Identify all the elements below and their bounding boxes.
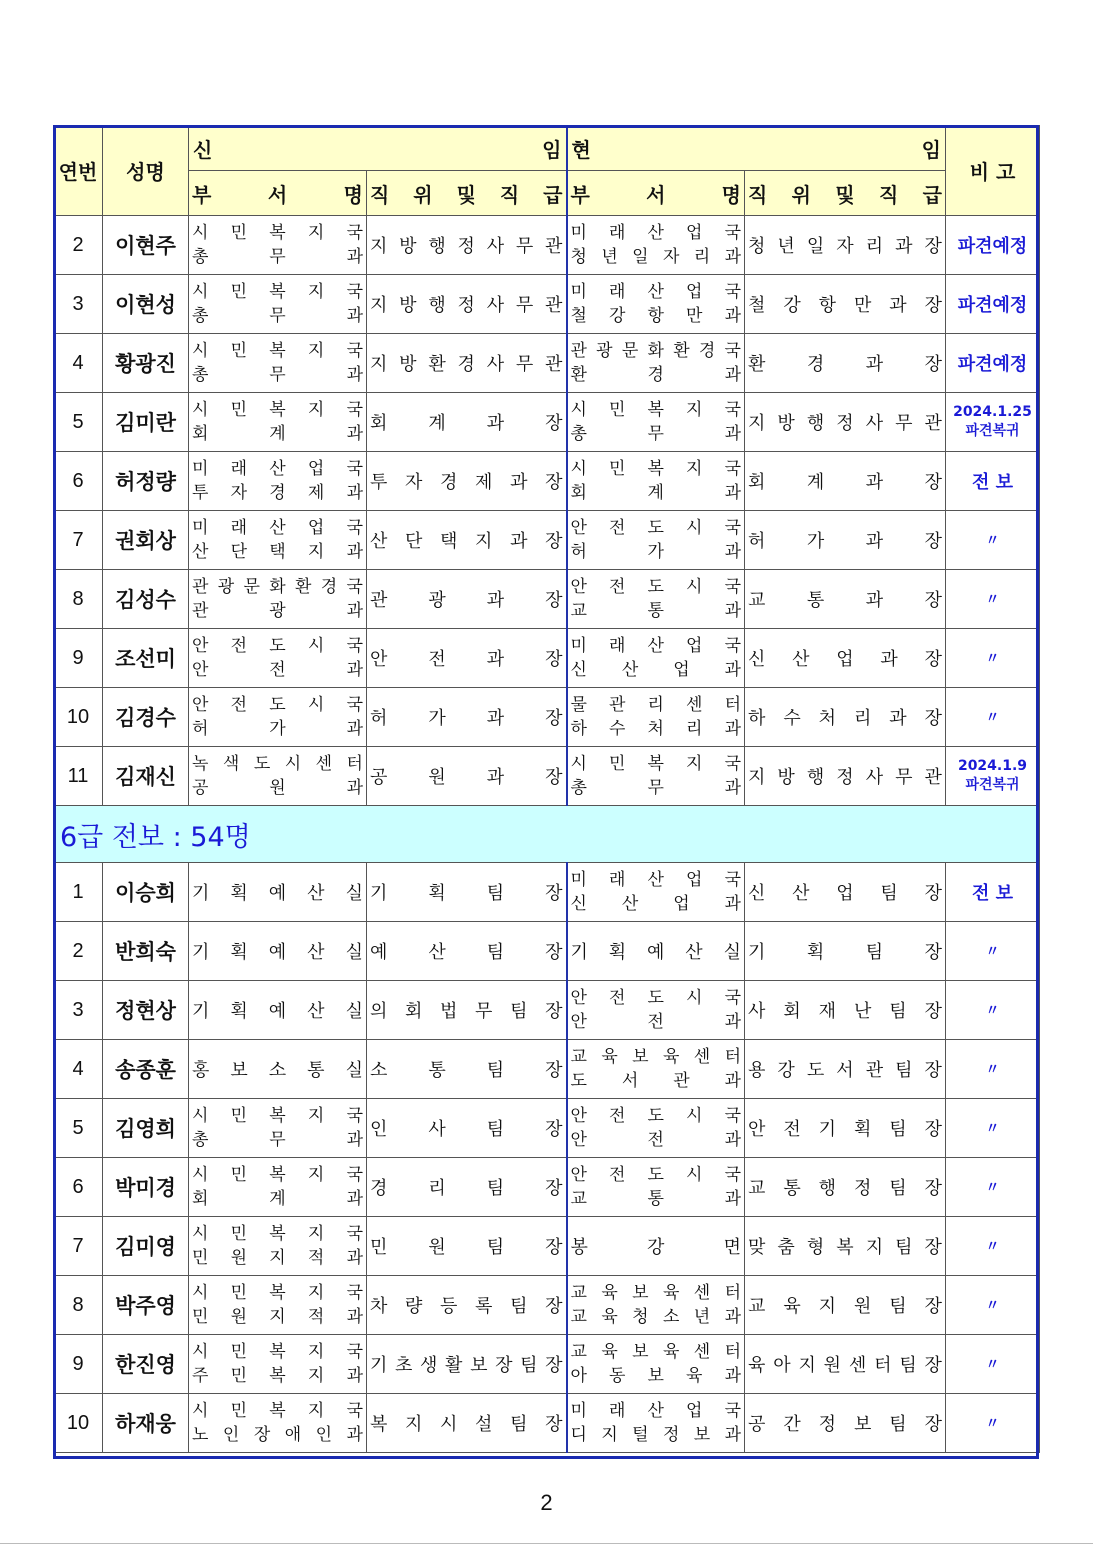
person-name: 김미란 <box>103 393 189 452</box>
remark-cell: 〃 <box>946 688 1040 747</box>
dept-cell: 봉 강 면 <box>567 1217 745 1276</box>
position-cell: 신 산 업 팀 장 <box>745 863 946 922</box>
remark-cell: 〃 <box>946 1394 1040 1453</box>
person-name: 이현주 <box>103 216 189 275</box>
row-number: 4 <box>54 334 103 393</box>
dept-cell: 안 전 도 시 국 허 가 과 <box>567 511 745 570</box>
position-cell: 교 통 과 장 <box>745 570 946 629</box>
remark-cell: 파견예정 <box>946 275 1040 334</box>
dept-cell: 시 민 복 지 국 총 무 과 <box>189 1099 367 1158</box>
header-new-dept: 부 서 명 <box>189 171 367 216</box>
remark-cell: 파견예정 <box>946 334 1040 393</box>
remark-cell: 2024.1.25 파견복귀 <box>946 393 1040 452</box>
position-cell: 안 전 과 장 <box>367 629 567 688</box>
header-new-left: 신 <box>193 137 213 162</box>
section-header-row <box>54 806 1040 863</box>
header-cur-pos: 직 위 및 직 급 <box>745 171 946 216</box>
position-cell: 환 경 과 장 <box>745 334 946 393</box>
position-cell: 지 방 행 정 사 무 관 <box>745 393 946 452</box>
header-new-right: 임 <box>542 137 562 162</box>
table-row <box>54 629 1040 688</box>
row-number: 7 <box>54 511 103 570</box>
position-cell: 소 통 팀 장 <box>367 1040 567 1099</box>
position-cell: 기 획 팀 장 <box>367 863 567 922</box>
header-cur-dept: 부 서 명 <box>567 171 745 216</box>
row-number: 5 <box>54 393 103 452</box>
position-cell: 관 광 과 장 <box>367 570 567 629</box>
position-cell: 인 사 팀 장 <box>367 1099 567 1158</box>
dept-cell: 시 민 복 지 국 민 원 지 적 과 <box>189 1217 367 1276</box>
person-name: 김영희 <box>103 1099 189 1158</box>
row-number: 5 <box>54 1099 103 1158</box>
dept-cell: 안 전 도 시 국 안 전 과 <box>567 981 745 1040</box>
row-number: 2 <box>54 922 103 981</box>
row-number: 9 <box>54 629 103 688</box>
position-cell: 의 회 법 무 팀 장 <box>367 981 567 1040</box>
table-row <box>54 275 1040 334</box>
dept-cell: 시 민 복 지 국 회 계 과 <box>189 1158 367 1217</box>
position-cell: 지 방 행 정 사 무 관 <box>745 747 946 806</box>
table-row <box>54 216 1040 275</box>
position-cell: 예 산 팀 장 <box>367 922 567 981</box>
remark-cell: 2024.1.9 파견복귀 <box>946 747 1040 806</box>
table-row <box>54 334 1040 393</box>
dept-cell: 시 민 복 지 국 회 계 과 <box>189 393 367 452</box>
person-name: 한진영 <box>103 1335 189 1394</box>
row-number: 6 <box>54 452 103 511</box>
position-cell: 사 회 재 난 팀 장 <box>745 981 946 1040</box>
dept-cell: 관 광 문 화 환 경 국 환 경 과 <box>567 334 745 393</box>
position-cell: 하 수 처 리 과 장 <box>745 688 946 747</box>
dept-cell: 미 래 산 업 국 신 산 업 과 <box>567 863 745 922</box>
person-name: 하재웅 <box>103 1394 189 1453</box>
row-number: 2 <box>54 216 103 275</box>
table-row <box>54 922 1040 981</box>
dept-cell: 시 민 복 지 국 총 무 과 <box>189 334 367 393</box>
dept-cell: 미 래 산 업 국 신 산 업 과 <box>567 629 745 688</box>
row-number: 3 <box>54 275 103 334</box>
person-name: 반희숙 <box>103 922 189 981</box>
remark-cell: 〃 <box>946 922 1040 981</box>
position-cell: 기 초 생 활 보 장 팀 장 <box>367 1335 567 1394</box>
table-row <box>54 570 1040 629</box>
person-name: 박미경 <box>103 1158 189 1217</box>
header-note: 비 고 <box>946 126 1040 216</box>
table-row <box>54 1394 1040 1453</box>
position-cell: 용 강 도 서 관 팀 장 <box>745 1040 946 1099</box>
dept-cell: 기 획 예 산 실 <box>189 863 367 922</box>
table-row <box>54 863 1040 922</box>
remark-cell: 〃 <box>946 1040 1040 1099</box>
position-cell: 공 간 정 보 팀 장 <box>745 1394 946 1453</box>
person-name: 권회상 <box>103 511 189 570</box>
position-cell: 신 산 업 과 장 <box>745 629 946 688</box>
dept-cell: 홍 보 소 통 실 <box>189 1040 367 1099</box>
page-number: 2 <box>540 1490 553 1515</box>
header-name: 성명 <box>103 126 189 216</box>
position-cell: 교 통 행 정 팀 장 <box>745 1158 946 1217</box>
dept-cell: 시 민 복 지 국 회 계 과 <box>567 452 745 511</box>
person-name: 박주영 <box>103 1276 189 1335</box>
remark-cell: 파견예정 <box>946 216 1040 275</box>
position-cell: 맞 춤 형 복 지 팀 장 <box>745 1217 946 1276</box>
row-number: 1 <box>54 863 103 922</box>
row-number: 10 <box>54 688 103 747</box>
section-title <box>54 806 1040 863</box>
person-name: 허정량 <box>103 452 189 511</box>
row-number: 10 <box>54 1394 103 1453</box>
person-name: 김미영 <box>103 1217 189 1276</box>
person-name: 김재신 <box>103 747 189 806</box>
dept-cell: 시 민 복 지 국 총 무 과 <box>189 216 367 275</box>
person-name: 이현성 <box>103 275 189 334</box>
header-new-pos: 직 위 및 직 급 <box>367 171 567 216</box>
position-cell: 투 자 경 제 과 장 <box>367 452 567 511</box>
table-row <box>54 1158 1040 1217</box>
position-cell: 육 아 지 원 센 터 팀 장 <box>745 1335 946 1394</box>
row-number: 9 <box>54 1335 103 1394</box>
position-cell: 회 계 과 장 <box>367 393 567 452</box>
remark-cell: 〃 <box>946 570 1040 629</box>
dept-cell: 시 민 복 지 국 노 인 장 애 인 과 <box>189 1394 367 1453</box>
position-cell: 차 량 등 록 팀 장 <box>367 1276 567 1335</box>
table-row <box>54 747 1040 806</box>
remark-cell: 〃 <box>946 981 1040 1040</box>
dept-cell: 안 전 도 시 국 허 가 과 <box>189 688 367 747</box>
remark-cell: 〃 <box>946 1217 1040 1276</box>
table-row <box>54 981 1040 1040</box>
position-cell: 철 강 항 만 과 장 <box>745 275 946 334</box>
personnel-table <box>53 125 1040 1453</box>
dept-cell: 안 전 도 시 국 교 통 과 <box>567 1158 745 1217</box>
table-row <box>54 1335 1040 1394</box>
table-row <box>54 1276 1040 1335</box>
table-row <box>54 1099 1040 1158</box>
table-row <box>54 511 1040 570</box>
dept-cell: 물 관 리 센 터 하 수 처 리 과 <box>567 688 745 747</box>
dept-cell: 기 획 예 산 실 <box>189 922 367 981</box>
dept-cell: 관 광 문 화 환 경 국 관 광 과 <box>189 570 367 629</box>
position-cell: 교 육 지 원 팀 장 <box>745 1276 946 1335</box>
row-number: 8 <box>54 1276 103 1335</box>
header-no: 연번 <box>54 126 103 216</box>
header-new <box>189 126 567 171</box>
dept-cell: 교 육 보 육 센 터 아 동 보 육 과 <box>567 1335 745 1394</box>
dept-cell: 미 래 산 업 국 디 지 털 정 보 과 <box>567 1394 745 1453</box>
dept-cell: 시 민 복 지 국 민 원 지 적 과 <box>189 1276 367 1335</box>
page-bottom-rule <box>0 1543 1093 1544</box>
position-cell: 지 방 환 경 사 무 관 <box>367 334 567 393</box>
dept-cell: 안 전 도 시 국 안 전 과 <box>567 1099 745 1158</box>
remark-cell: 전 보 <box>946 863 1040 922</box>
remark-cell: 〃 <box>946 1099 1040 1158</box>
table-row <box>54 688 1040 747</box>
remark-cell: 〃 <box>946 1276 1040 1335</box>
remark-cell: 〃 <box>946 1158 1040 1217</box>
position-cell: 공 원 과 장 <box>367 747 567 806</box>
dept-cell: 안 전 도 시 국 안 전 과 <box>189 629 367 688</box>
row-number: 6 <box>54 1158 103 1217</box>
position-cell: 안 전 기 획 팀 장 <box>745 1099 946 1158</box>
person-name: 황광진 <box>103 334 189 393</box>
position-cell: 복 지 시 설 팀 장 <box>367 1394 567 1453</box>
row-number: 3 <box>54 981 103 1040</box>
position-cell: 청 년 일 자 리 과 장 <box>745 216 946 275</box>
position-cell: 지 방 행 정 사 무 관 <box>367 275 567 334</box>
dept-cell: 시 민 복 지 국 총 무 과 <box>189 275 367 334</box>
table-row <box>54 452 1040 511</box>
position-cell: 지 방 행 정 사 무 관 <box>367 216 567 275</box>
table-row <box>54 1040 1040 1099</box>
position-cell: 허 가 과 장 <box>367 688 567 747</box>
remark-cell: 〃 <box>946 511 1040 570</box>
table-row <box>54 1217 1040 1276</box>
dept-cell: 교 육 보 육 센 터 도 서 관 과 <box>567 1040 745 1099</box>
dept-cell: 미 래 산 업 국 청 년 일 자 리 과 <box>567 216 745 275</box>
dept-cell: 미 래 산 업 국 투 자 경 제 과 <box>189 452 367 511</box>
section-title-text: 6급 전보 : 54명 <box>60 821 251 853</box>
header-cur-right: 임 <box>921 137 941 162</box>
row-number: 8 <box>54 570 103 629</box>
dept-cell: 시 민 복 지 국 주 민 복 지 과 <box>189 1335 367 1394</box>
person-name: 김성수 <box>103 570 189 629</box>
dept-cell: 녹 색 도 시 센 터 공 원 과 <box>189 747 367 806</box>
dept-cell: 미 래 산 업 국 철 강 항 만 과 <box>567 275 745 334</box>
row-number: 7 <box>54 1217 103 1276</box>
row-number: 4 <box>54 1040 103 1099</box>
dept-cell: 기 획 예 산 실 <box>567 922 745 981</box>
dept-cell: 미 래 산 업 국 산 단 택 지 과 <box>189 511 367 570</box>
table-row <box>54 393 1040 452</box>
person-name: 김경수 <box>103 688 189 747</box>
header-current <box>567 126 946 171</box>
dept-cell: 기 획 예 산 실 <box>189 981 367 1040</box>
position-cell: 민 원 팀 장 <box>367 1217 567 1276</box>
position-cell: 기 획 팀 장 <box>745 922 946 981</box>
dept-cell: 교 육 보 육 센 터 교 육 청 소 년 과 <box>567 1276 745 1335</box>
remark-cell: 〃 <box>946 1335 1040 1394</box>
dept-cell: 안 전 도 시 국 교 통 과 <box>567 570 745 629</box>
person-name: 정현상 <box>103 981 189 1040</box>
person-name: 송종훈 <box>103 1040 189 1099</box>
position-cell: 산 단 택 지 과 장 <box>367 511 567 570</box>
row-number: 11 <box>54 747 103 806</box>
person-name: 조선미 <box>103 629 189 688</box>
dept-cell: 시 민 복 지 국 총 무 과 <box>567 393 745 452</box>
header-cur-left: 현 <box>571 137 591 162</box>
remark-cell: 전 보 <box>946 452 1040 511</box>
person-name: 이승희 <box>103 863 189 922</box>
position-cell: 경 리 팀 장 <box>367 1158 567 1217</box>
position-cell: 허 가 과 장 <box>745 511 946 570</box>
remark-cell: 〃 <box>946 629 1040 688</box>
dept-cell: 시 민 복 지 국 총 무 과 <box>567 747 745 806</box>
position-cell: 회 계 과 장 <box>745 452 946 511</box>
